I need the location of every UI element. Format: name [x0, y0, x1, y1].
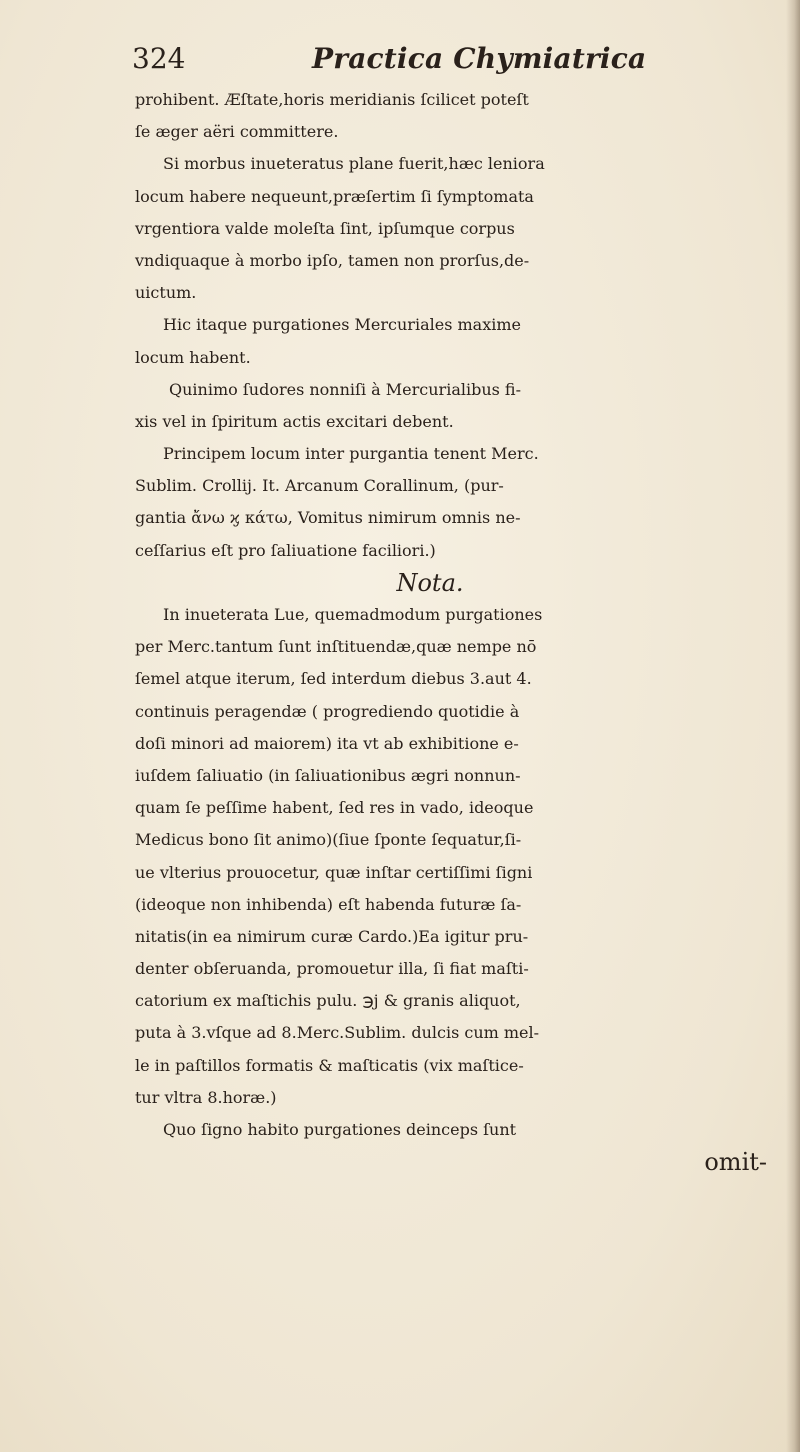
text-line: continuis peragendæ ( progrediendo quotidie à — [135, 701, 520, 721]
body-text — [135, 84, 775, 1178]
text-line: Si morbus inueteratus plane fuerit,hæc leniora — [163, 154, 545, 174]
text-line: In inueterata Lue, quemadmodum purgationes — [163, 605, 543, 624]
text-line: Principem locum inter purgantia tenent Merc. — [163, 444, 539, 464]
text-line: uictum. — [135, 283, 197, 303]
text-line: locum habere nequeunt,præſertim ſi ſymptomata — [135, 186, 534, 206]
text-line: catorium ex maſtichis pulu. ℈j & granis aliquot, — [135, 991, 521, 1011]
text-line: per Merc.tantum ſunt inſtituendæ,quæ nempe nō — [135, 637, 537, 657]
text-line: iuſdem ſaliuatio (in ſaliuationibus ægri nonnun- — [135, 765, 521, 785]
text-line: prohibent. Æſtate,horis meridianis ſcilicet poteſt — [135, 90, 529, 109]
text-line: Hic itaque purgationes Mercuriales maxime — [163, 315, 521, 335]
text-line: ue vlterius prouocetur, quæ inſtar certiſſimi ſigni — [135, 862, 533, 882]
text-line: denter obſeruanda, promouetur illa, ſi fiat maſti- — [135, 959, 529, 979]
text-line: vrgentiora valde moleſta ſint, ipſumque corpus — [135, 218, 515, 238]
text-line: Sublim. Crollij. It. Arcanum Corallinum, (pur- — [135, 476, 504, 496]
text-line: Medicus bono ſit animo)(ſiue ſponte ſequatur,ſi- — [135, 830, 522, 850]
section-heading-nota: Nota. — [396, 568, 464, 597]
text-line: le in paſtillos formatis & maſticatis (vix maſtice- — [135, 1055, 524, 1075]
page-number: 324 — [132, 42, 186, 75]
text-line: ſe æger aëri committere. — [135, 122, 339, 142]
text-line: Quo ſigno habito purgationes deinceps ſunt — [163, 1120, 517, 1139]
text-line: Quinimo ſudores nonniſi à Mercurialibus fi- — [169, 379, 522, 399]
page-edge-shadow — [786, 0, 800, 1452]
text-line: puta à 3.vſque ad 8.Merc.Sublim. dulcis cum mel- — [135, 1023, 540, 1043]
text-line: ceſſarius eſt pro ſaliuatione faciliori.) — [135, 540, 436, 560]
running-title: Practica Chymiatrica — [312, 42, 647, 75]
page-header — [132, 40, 692, 88]
text-line: quam ſe peſſime habent, ſed res in vado, ideoque — [135, 798, 534, 818]
text-line: xis vel in ſpiritum actis excitari debent. — [135, 411, 454, 431]
text-line: doſi minori ad maiorem) ita vt ab exhibitione e- — [135, 733, 519, 753]
text-line: locum habent. — [135, 347, 251, 367]
text-line: nitatis(in ea nimirum curæ Cardo.)Ea igitur pru- — [135, 926, 529, 946]
text-line: gantia ἄνω ϗ κάτω, Vomitus nimirum omnis ne- — [135, 508, 521, 528]
text-line: ſemel atque iterum, ſed interdum diebus 3.aut 4. — [135, 669, 532, 689]
text-line: (ideoque non inhibenda) eſt habenda futuræ ſa- — [135, 894, 522, 914]
text-line: tur vltra 8.horæ.) — [135, 1087, 277, 1107]
text-line: vndiquaque à morbo ipſo, tamen non prorſus,de- — [135, 250, 530, 270]
catchword: omit- — [704, 1148, 767, 1177]
